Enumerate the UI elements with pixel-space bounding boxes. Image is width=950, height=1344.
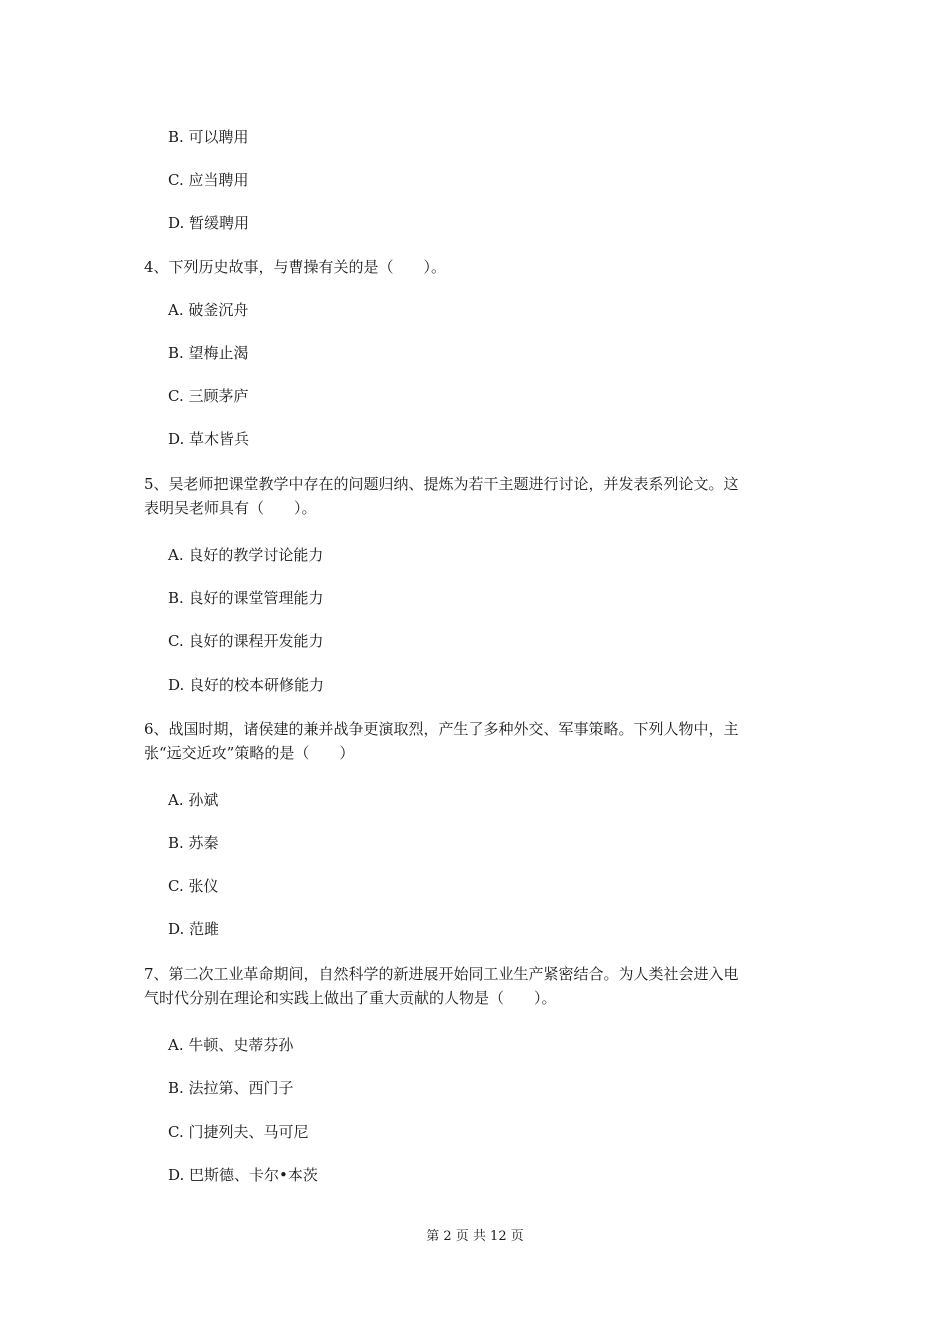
q4-option-d: D. 草木皆兵: [168, 430, 250, 448]
q6-option-a: A. 孙斌: [168, 791, 219, 809]
q5-option-a: A. 良好的教学讨论能力: [168, 546, 324, 564]
q3-option-c: C. 应当聘用: [168, 171, 249, 189]
q7-option-a: A. 牛顿、史蒂芬孙: [168, 1036, 294, 1054]
q4-option-b: B. 望梅止渴: [168, 344, 249, 362]
q4-stem: 4、下列历史故事，与曹操有关的是（ ）。: [144, 258, 447, 276]
q7-stem-line1: 7、第二次工业革命期间，自然科学的新进展开始同工业生产紧密结合。为人类社会进入电: [144, 965, 739, 983]
q4-option-c: C. 三顾茅庐: [168, 387, 249, 405]
q4-option-a: A. 破釜沉舟: [168, 301, 249, 319]
q3-option-d: D. 暂缓聘用: [168, 214, 250, 232]
q7-stem-line2: 气时代分别在理论和实践上做出了重大贡献的人物是（ ）。: [144, 989, 557, 1007]
q7-stem: [144, 964, 812, 1012]
q6-option-d: D. 范雎: [168, 920, 220, 938]
q7-option-c: C. 门捷列夫、马可尼: [168, 1123, 309, 1141]
q5-stem-line1: 5、吴老师把课堂教学中存在的问题归纳、提炼为若干主题进行讨论，并发表系列论文。这: [144, 475, 739, 493]
q6-stem-line1: 6、战国时期，诸侯建的兼并战争更演取烈，产生了多种外交、军事策略。下列人物中，主: [144, 720, 739, 738]
q6-stem: [144, 719, 812, 767]
q3-option-b: B. 可以聘用: [168, 128, 249, 146]
q6-option-b: B. 苏秦: [168, 834, 219, 852]
q6-stem-line2: 张“远交近攻”策略的是（ ）: [144, 744, 355, 762]
q7-option-b: B. 法拉第、西门子: [168, 1079, 294, 1097]
page-number: 第 2 页 共 12 页: [426, 1229, 524, 1244]
q5-stem-line2: 表明吴老师具有（ ）。: [144, 499, 317, 517]
q5-stem: [144, 474, 812, 522]
q5-option-b: B. 良好的课堂管理能力: [168, 589, 324, 607]
q5-option-d: D. 良好的校本研修能力: [168, 676, 325, 694]
q5-option-c: C. 良好的课程开发能力: [168, 632, 324, 650]
q6-option-c: C. 张仪: [168, 877, 219, 895]
q7-option-d: D. 巴斯德、卡尔•本茨: [168, 1166, 318, 1184]
